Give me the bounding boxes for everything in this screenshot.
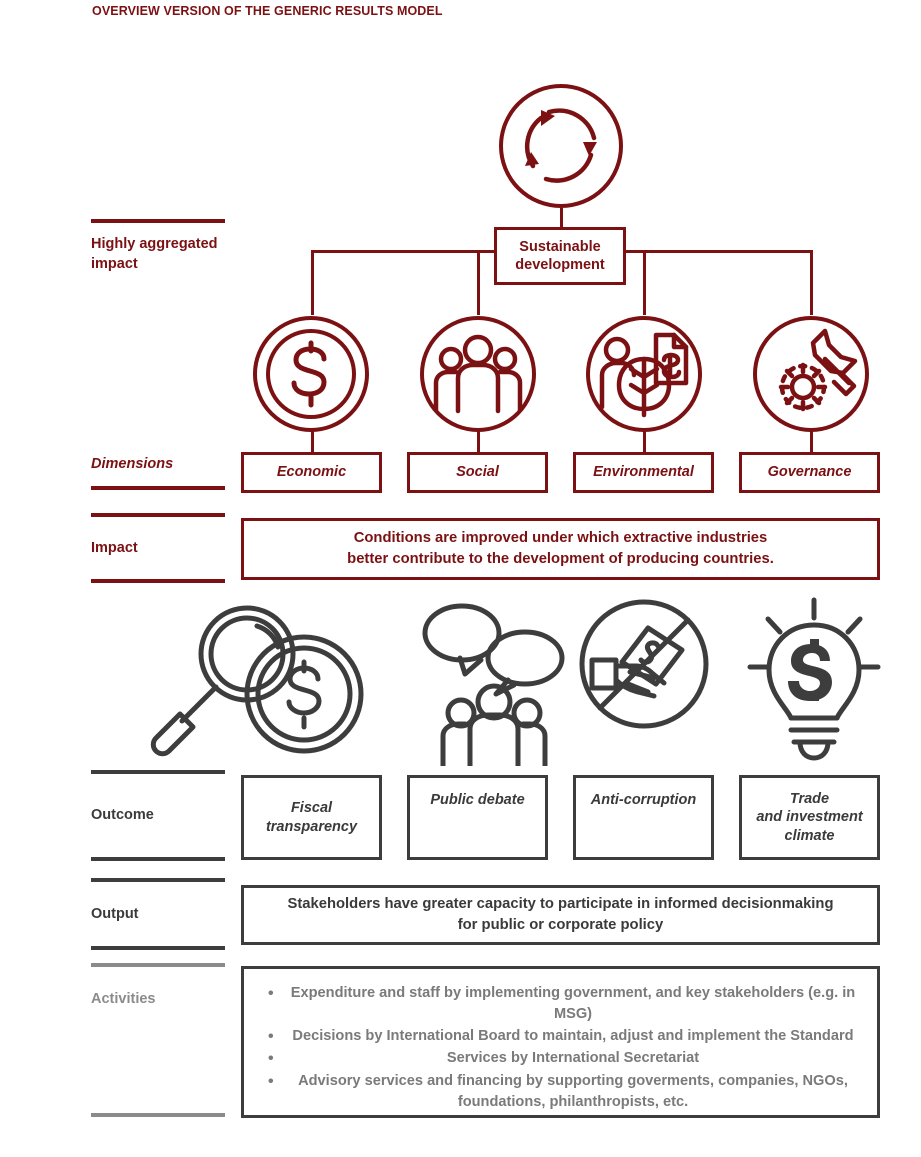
rule	[91, 857, 225, 861]
outcome-box-trade-and-investment-climate	[739, 775, 880, 860]
rule	[91, 219, 225, 223]
sustainable-development-box	[494, 227, 626, 285]
connector-right-arm	[623, 250, 813, 253]
outcome-box-anti-corruption	[573, 775, 714, 860]
rail-label-output: Output	[91, 906, 139, 922]
outcome-label: Public debate	[430, 792, 525, 808]
rail-output	[91, 878, 225, 950]
magnifier-dollar-icon	[142, 596, 382, 766]
rail-label-activities: Activities	[91, 991, 156, 1007]
speech-bubbles-people-icon	[420, 598, 570, 766]
connector-stub-environmental	[643, 428, 646, 454]
connector-stub-governance	[810, 428, 813, 454]
activity-item: • Advisory services and financing by supporting goverments, companies, NGOs, foundations, philanthropists, etc.	[268, 1071, 861, 1113]
dimension-label: Economic	[276, 464, 347, 481]
rail-impact	[91, 513, 225, 583]
three-people-icon	[418, 315, 538, 433]
outcome-label: Fiscal transparency	[265, 800, 358, 835]
outcome-label: Anti-corruption	[590, 792, 697, 808]
rail-activities-bottom	[91, 1113, 225, 1117]
connector-stub-economic	[311, 428, 314, 454]
dimension-label: Social	[456, 464, 499, 481]
rail-outcome	[91, 770, 225, 861]
rail-highly-aggregated-impact	[91, 219, 225, 274]
connector-social-drop	[477, 250, 480, 315]
connector-stub-social	[477, 428, 480, 454]
no-bribe-icon	[578, 598, 710, 730]
dimension-box-environmental	[573, 452, 714, 493]
rail-label-dimensions: Dimensions	[91, 456, 174, 472]
rule	[91, 486, 225, 490]
wrench-gear-icon	[751, 315, 871, 433]
circular-arrows-icon	[497, 82, 625, 210]
activity-item: • Decisions by International Board to maintain, adjust and implement the Standard	[268, 1026, 861, 1047]
dollar-coin-icon	[251, 315, 371, 433]
rule	[91, 946, 225, 950]
rule	[91, 513, 225, 517]
person-leaf-document-icon	[584, 315, 704, 433]
rail-label-outcome: Outcome	[91, 807, 154, 823]
page-title: OVERVIEW VERSION OF THE GENERIC RESULTS MODEL	[92, 4, 443, 18]
activities-box	[241, 966, 880, 1118]
rule	[91, 770, 225, 774]
outcome-box-fiscal-transparency	[241, 775, 382, 860]
rule	[91, 579, 225, 583]
dimension-box-social	[407, 452, 548, 493]
activities-list	[268, 983, 861, 1114]
outcome-label: Trade and investment climate	[756, 791, 863, 844]
lightbulb-dollar-icon	[746, 595, 882, 765]
activity-item: • Services by International Secretariat	[268, 1048, 861, 1069]
connector-governance-drop	[810, 250, 813, 315]
output-statement: Stakeholders have greater capacity to participate in informed decisionmaking for public or corporate policy	[287, 896, 834, 933]
dimension-label: Environmental	[593, 464, 694, 481]
rule	[91, 878, 225, 882]
activity-item: • Expenditure and staff by implementing government, and key stakeholders (e.g. in MSG)	[268, 983, 861, 1025]
dimension-box-economic	[241, 452, 382, 493]
rail-activities	[91, 963, 225, 1010]
dimension-box-governance	[739, 452, 880, 493]
rail-label-impact: Impact	[91, 540, 138, 556]
connector-left-arm	[311, 250, 497, 253]
rail-dimensions	[91, 455, 225, 490]
output-statement-box	[241, 885, 880, 945]
impact-statement-box	[241, 518, 880, 580]
dimension-label: Governance	[767, 464, 852, 481]
connector-economic-drop	[311, 250, 314, 315]
outcome-box-public-debate	[407, 775, 548, 860]
connector-cycle-to-sustainable	[560, 208, 563, 228]
rule	[91, 963, 225, 967]
rail-label-highly-aggregated-impact: Highly aggregated impact	[91, 236, 218, 272]
rule	[91, 1113, 225, 1117]
impact-statement: Conditions are improved under which extractive industries better contribute to the development of producing countries.	[347, 530, 774, 567]
sustainable-development-label: Sustainable development	[515, 238, 605, 273]
connector-environmental-drop	[643, 250, 646, 315]
